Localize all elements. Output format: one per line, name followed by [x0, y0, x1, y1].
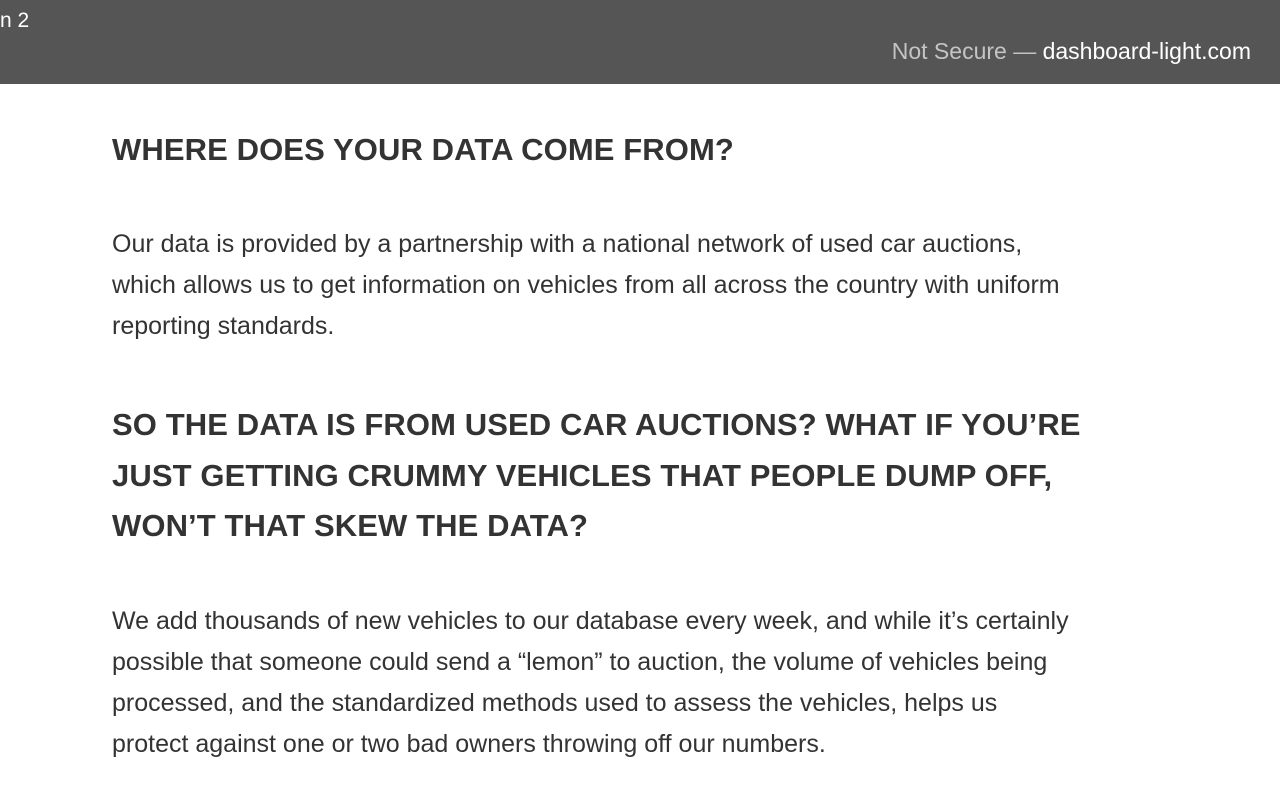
- section-heading-data-source: WHERE DOES YOUR DATA COME FROM?: [112, 132, 734, 167]
- paragraph-auction-answer: [112, 601, 1222, 765]
- heading-line: JUST GETTING CRUMMY VEHICLES THAT PEOPLE DUMP OFF,: [112, 457, 1053, 493]
- address-bar[interactable]: [892, 38, 1251, 65]
- heading-line: SO THE DATA IS FROM USED CAR AUCTIONS? WHAT IF YOU’RE: [112, 407, 1081, 442]
- paragraph-line: possible that someone could send a “lemon” to auction, the volume of vehicles being: [112, 648, 1048, 676]
- paragraph-line: reporting standards.: [112, 312, 335, 340]
- tab-title[interactable]: n 2: [0, 9, 30, 32]
- security-label: Not Secure: [891, 38, 1007, 64]
- browser-toolbar: [0, 0, 1280, 84]
- paragraph-line: which allows us to get information on vehicles from all across the country with uniform: [112, 271, 1060, 299]
- paragraph-line: We add thousands of new vehicles to our database every week, and while it’s certainly: [112, 607, 1069, 635]
- heading-line: WON’T THAT SKEW THE DATA?: [112, 508, 589, 543]
- section-heading-auction-question: [112, 400, 1222, 552]
- address-separator: —: [1006, 38, 1043, 64]
- domain-label: dashboard-light.com: [1042, 38, 1251, 64]
- paragraph-line: protect against one or two bad owners throwing off our numbers.: [112, 730, 826, 758]
- paragraph-line: processed, and the standardized methods used to assess the vehicles, helps us: [112, 689, 998, 717]
- paragraph-data-source: [112, 224, 1222, 347]
- paragraph-line: Our data is provided by a partnership with a national network of used car auctions,: [112, 230, 1023, 258]
